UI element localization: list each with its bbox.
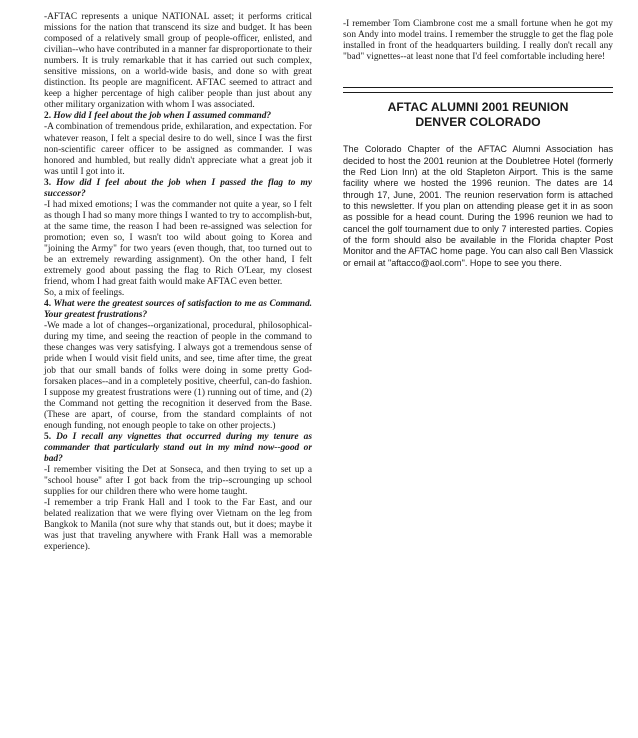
question-3-text: How did I feel about the job when I passed the flag to my successor? (44, 177, 313, 199)
question-3 (44, 178, 312, 200)
headline-rule-bottom (343, 92, 613, 93)
question-5-number: 5. (44, 431, 52, 442)
question-2 (44, 111, 312, 122)
answer-3: -I had mixed emotions; I was the commander not quite a year, so I felt as though I had so many more things I wanted to try to accomplish-but, at the same time, the reason I had been re-assigned was selection for promotion; even so, I wasn't too wild about going to Korea and "joining the Army" for two years (even though, that, too turned out to be an extremely rewarding assignment). On the other hand, I felt extremely good about passing the flag to Rich O'Lear, my closest friend, whom I had great faith would make AFTAC even better. (44, 199, 312, 288)
answer-5-sonseca: -I remember visiting the Det at Sonseca, and then trying to set up a "school house" after I got back from the trip--scrounging up school supplies for our children there who were home taught. (44, 464, 312, 498)
intro-paragraph: -AFTAC represents a unique NATIONAL asset; it performs critical missions for the nation that transcend its size and budget. It has been composed of a relatively small group of people-officer, enlisted, and civilian--who have contributed in a manner far disproportionate to their numbers. It is truly remarkable that it has carried out such complex, sensitive missions, on a world-wide basis, and done so with great distinction. Its people are magnificent. AFTAC seemed to attract and keep a higher percentage of high caliber people than just about any other military organization with whom I was associated. (44, 12, 312, 111)
reunion-headline-line1: AFTAC ALUMNI 2001 REUNION (387, 100, 569, 115)
answer-4: -We made a lot of changes--organizational, procedural, philosophical-during my time, and seeing the reaction of people in the command to these changes was very satisfying. I always got a tremendous sense of pride when I would visit field units, and see, time after time, the great job that our small bands of folks were doing in some pretty God-forsaken places--and in a completely positive, cheerful, can-do fashion. I suppose my greatest frustrations were (1) running out of time, and (2) the Command not getting the recognition it deserved from the Base. (These are apart, of course, from the standard complaints of not enough funding, not enough people to take on other projects.) (44, 321, 312, 431)
ciambrone-paragraph: -I remember Tom Ciambrone cost me a small fortune when he got my son Andy into model trains. I remember the struggle to get the flag pole installed in front of the headquarters building. I really don't recall any "bad" vignettes--at least none that I'd feel comfortable including here! (343, 19, 613, 63)
reunion-headline-line2: DENVER COLORADO (415, 115, 541, 130)
answer-2: -A combination of tremendous pride, exhilaration, and expectation. For whatever reason, I felt a special desire to do well, since I was the first non-scientific career officer to be assigned as commander. I was honored and humbled, but really didn't appreciate what a great job it was until I got into it. (44, 122, 312, 177)
question-2-text: How did I feel about the job when I assumed command? (53, 111, 272, 122)
question-4-text: What were the greatest sources of satisfaction to me as Command. Your greatest frustrations? (44, 299, 312, 321)
question-2-number: 2. (44, 111, 52, 122)
headline-rule-top (343, 87, 613, 88)
question-3-number: 3. (44, 177, 52, 188)
left-column (44, 12, 312, 553)
right-column (343, 19, 613, 269)
question-5 (44, 432, 312, 465)
reunion-article: The Colorado Chapter of the AFTAC Alumni Association has decided to host the 2001 reunion at the Doubletree Hotel (formerly the Red Lion Inn) at the old Stapleton Airport. This is the same facility where we hosted the 1996 reunion. The dates are 14 through 17, June, 2001. The reunion reservation form is attached to this newsletter. If you plan on attending please get it in as soon as possible for a head count. During the 1996 reunion we had to cancel the golf tournament due to only 7 interested parties. Copies of the form should also be available in the Florida chapter Post Monitor and the AFTAC home page. You can also call Ben Vlassick or email at "aftacco@aol.com". Hope to see you there. (343, 144, 613, 268)
question-4 (44, 299, 312, 321)
question-5-text: Do I recall any vignettes that occurred during my tenure as commander that particularly stand out in my mind now--good or bad? (44, 431, 313, 464)
question-4-number: 4. (44, 299, 52, 310)
answer-3-tail: So, a mix of feelings. (44, 288, 125, 299)
answer-5-far-east: -I remember a trip Frank Hall and I took to the Far East, and our belated realization that we were flying over Vietnam on the leg from Bangkok to Manila (not sure why that stands out, but it does; maybe it was just that traveling anywhere with Frank Hall was a memorable experience). (44, 498, 312, 553)
reunion-headline (343, 100, 613, 130)
